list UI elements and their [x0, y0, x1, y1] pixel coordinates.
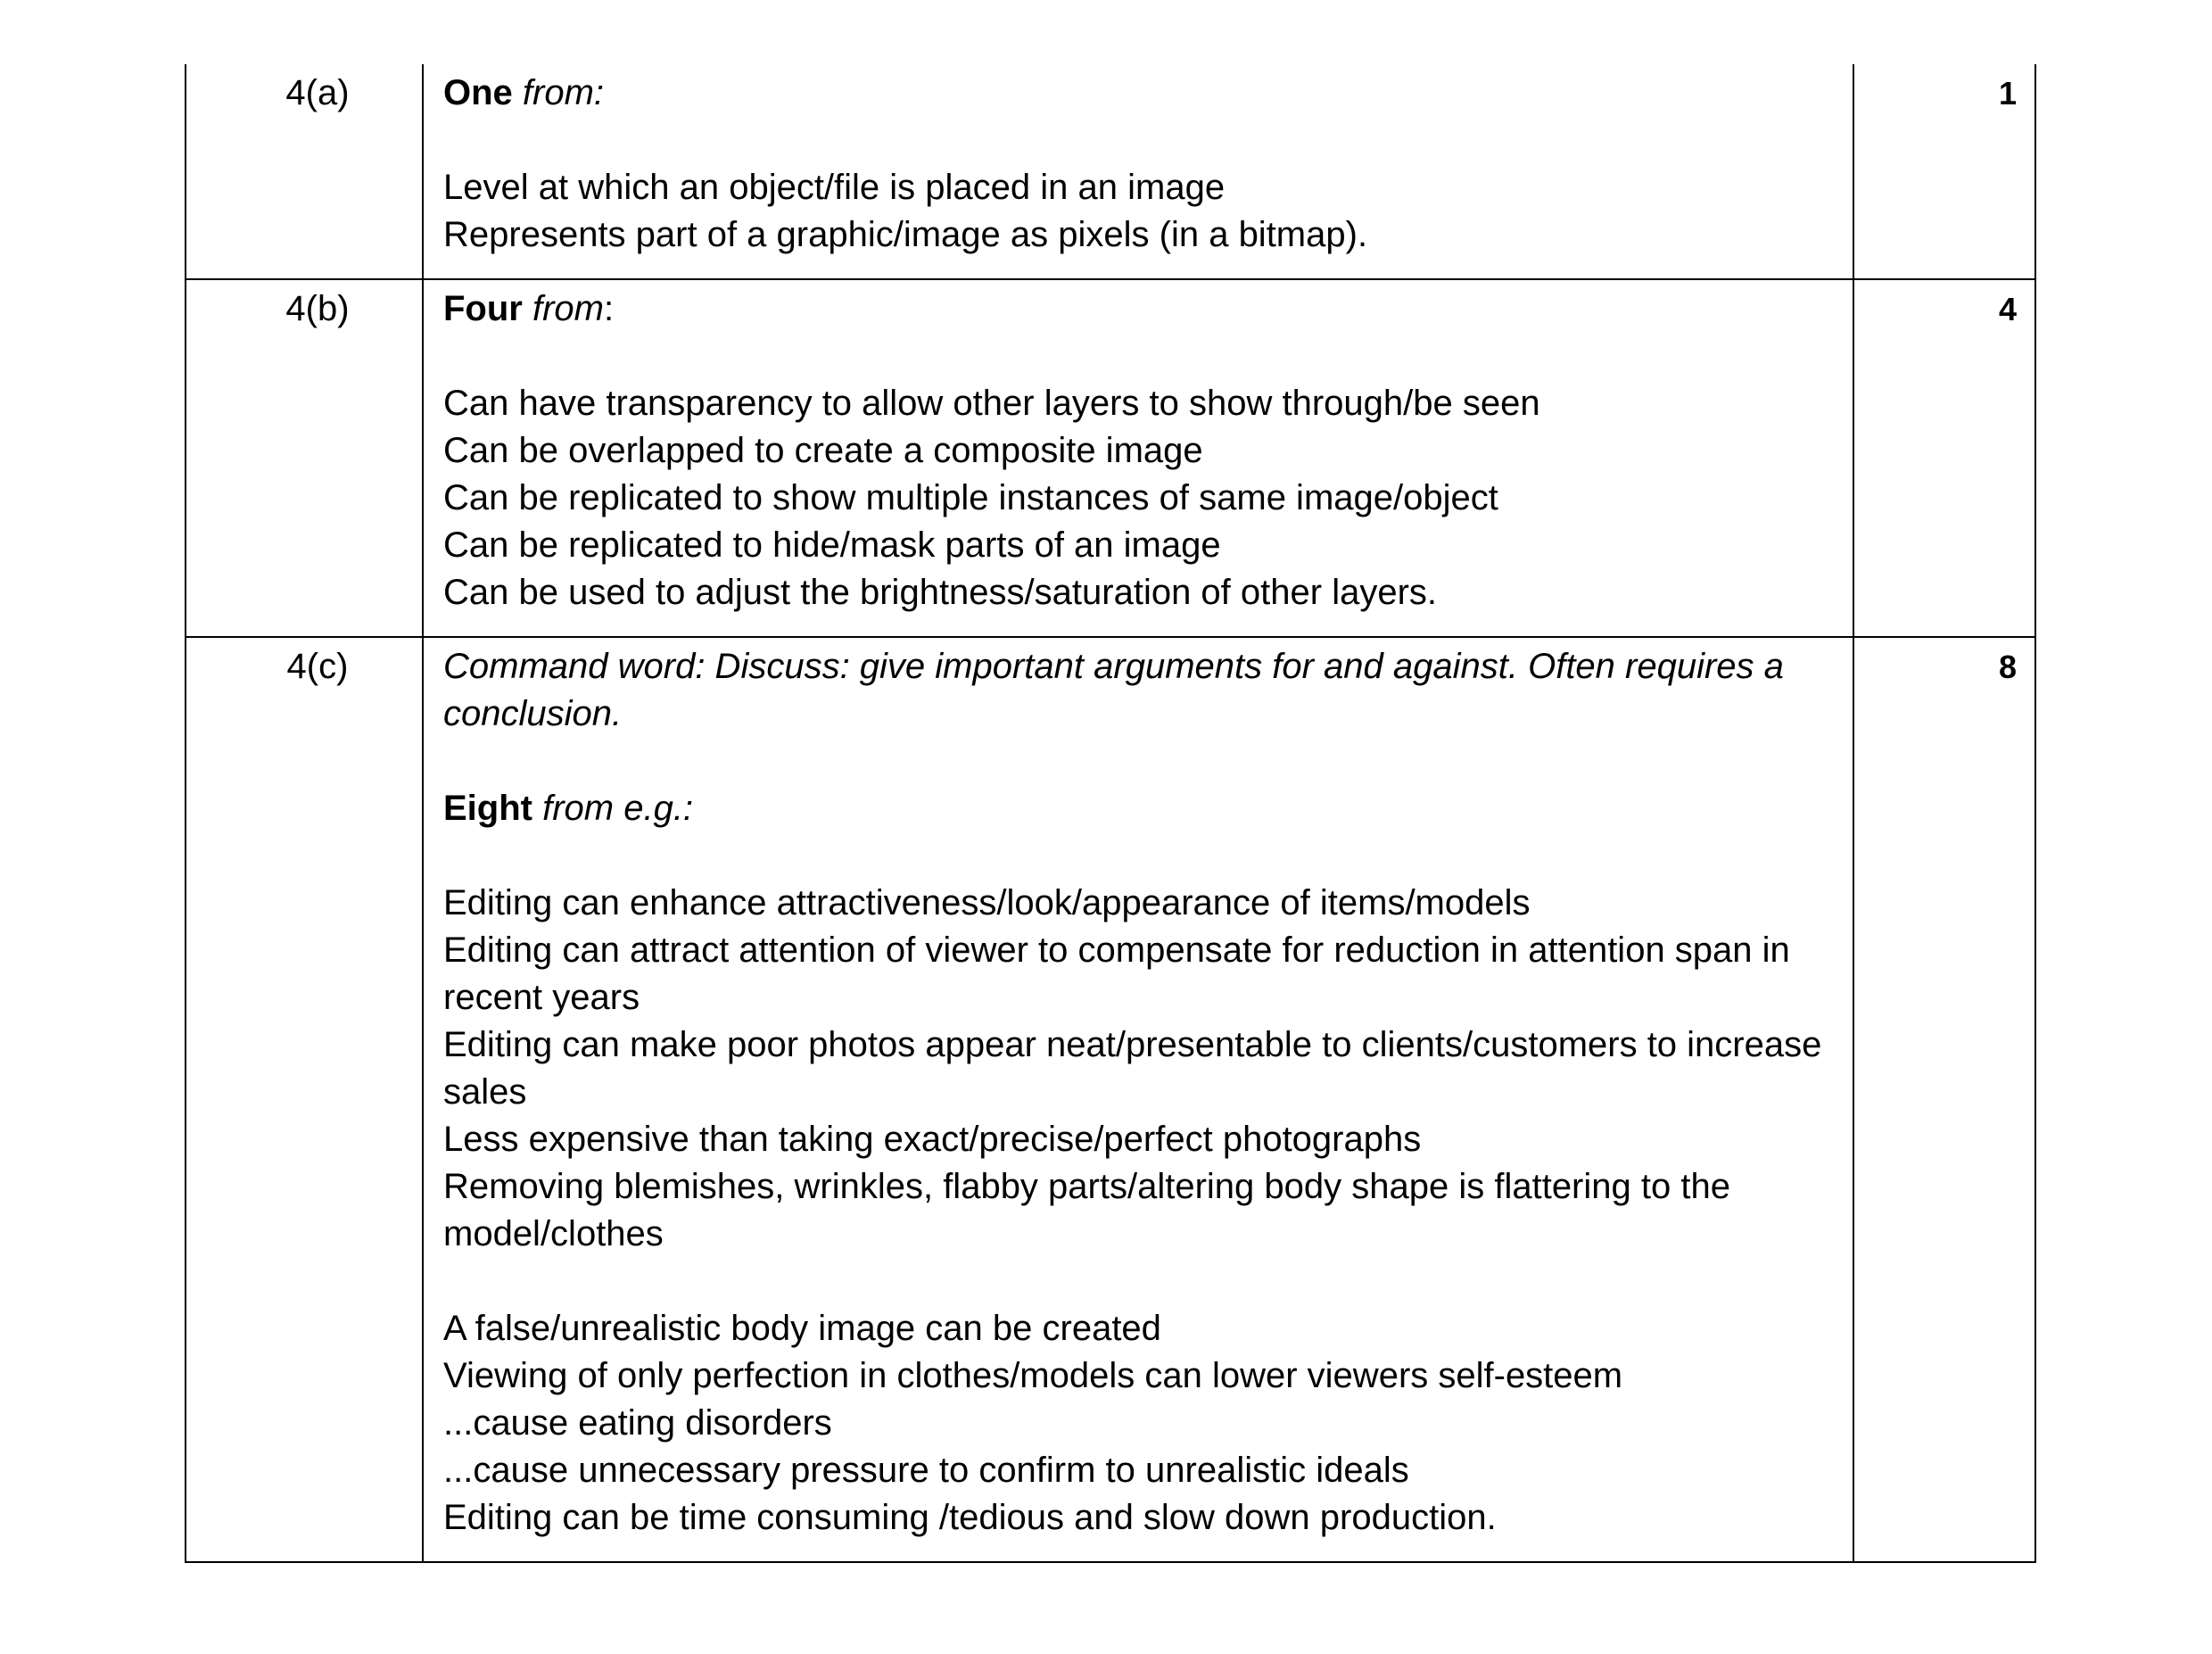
- answer-point-for: Editing can make poor photos appear neat/presentable to clients/customers to increase sales: [443, 1025, 1822, 1112]
- lead-bold: Eight: [443, 789, 532, 828]
- answer-point: Can be overlapped to create a composite image: [443, 431, 1203, 470]
- answer-point-against: A false/unrealistic body image can be created: [443, 1309, 1161, 1348]
- table-row: [186, 279, 2035, 637]
- answer-point-against: Editing can be time consuming /tedious and slow down production.: [443, 1498, 1497, 1537]
- lead-bold: One: [443, 73, 513, 112]
- mark-scheme-table: [185, 64, 2036, 1563]
- answer-point-against: ...cause eating disorders: [443, 1403, 832, 1443]
- answer-point-against: Viewing of only perfection in clothes/models can lower viewers self-esteem: [443, 1356, 1623, 1395]
- answer-point-for: Editing can enhance attractiveness/look/appearance of items/models: [443, 883, 1531, 922]
- answer-point: Represents part of a graphic/image as pixels (in a bitmap).: [443, 215, 1368, 254]
- answer-cell: [423, 279, 1853, 637]
- marks-value: 1: [1853, 64, 2035, 279]
- command-word-note: Command word: Discuss: give important arguments for and against. Often requires a conclusion.: [443, 647, 1784, 733]
- marks-value: 8: [1853, 637, 2035, 1562]
- marks-value: 4: [1853, 279, 2035, 637]
- answer-cell: [423, 637, 1853, 1562]
- answer-cell: [423, 64, 1853, 279]
- answer-point-for: Editing can attract attention of viewer to compensate for reduction in attention span in recent years: [443, 930, 1790, 1017]
- answer-lead: [443, 70, 1835, 117]
- answer-point: Can be replicated to show multiple instances of same image/object: [443, 478, 1498, 517]
- answer-point-against: ...cause unnecessary pressure to confirm to unrealistic ideals: [443, 1451, 1409, 1490]
- lead-italic: from:: [512, 73, 605, 112]
- answer-point-for: Removing blemishes, wrinkles, flabby parts/altering body shape is flattering to the model/clothes: [443, 1167, 1730, 1253]
- question-number: 4(b): [186, 279, 423, 637]
- answer-lead: [443, 785, 1835, 832]
- answer-point: Can be replicated to hide/mask parts of an image: [443, 525, 1221, 565]
- answer-point: Can have transparency to allow other layers to show through/be seen: [443, 384, 1540, 423]
- lead-italic: from e.g.:: [532, 789, 694, 828]
- answer-point: Can be used to adjust the brightness/saturation of other layers.: [443, 573, 1438, 612]
- lead-tail: :: [604, 289, 615, 328]
- answer-point: Level at which an object/file is placed in an image: [443, 168, 1226, 207]
- answer-point-for: Less expensive than taking exact/precise/perfect photographs: [443, 1120, 1422, 1159]
- answer-lead: [443, 285, 1835, 333]
- table-row: [186, 64, 2035, 279]
- question-number: 4(c): [186, 637, 423, 1562]
- table-row: [186, 637, 2035, 1562]
- lead-italic: from: [522, 289, 604, 328]
- lead-bold: Four: [443, 289, 523, 328]
- question-number: 4(a): [186, 64, 423, 279]
